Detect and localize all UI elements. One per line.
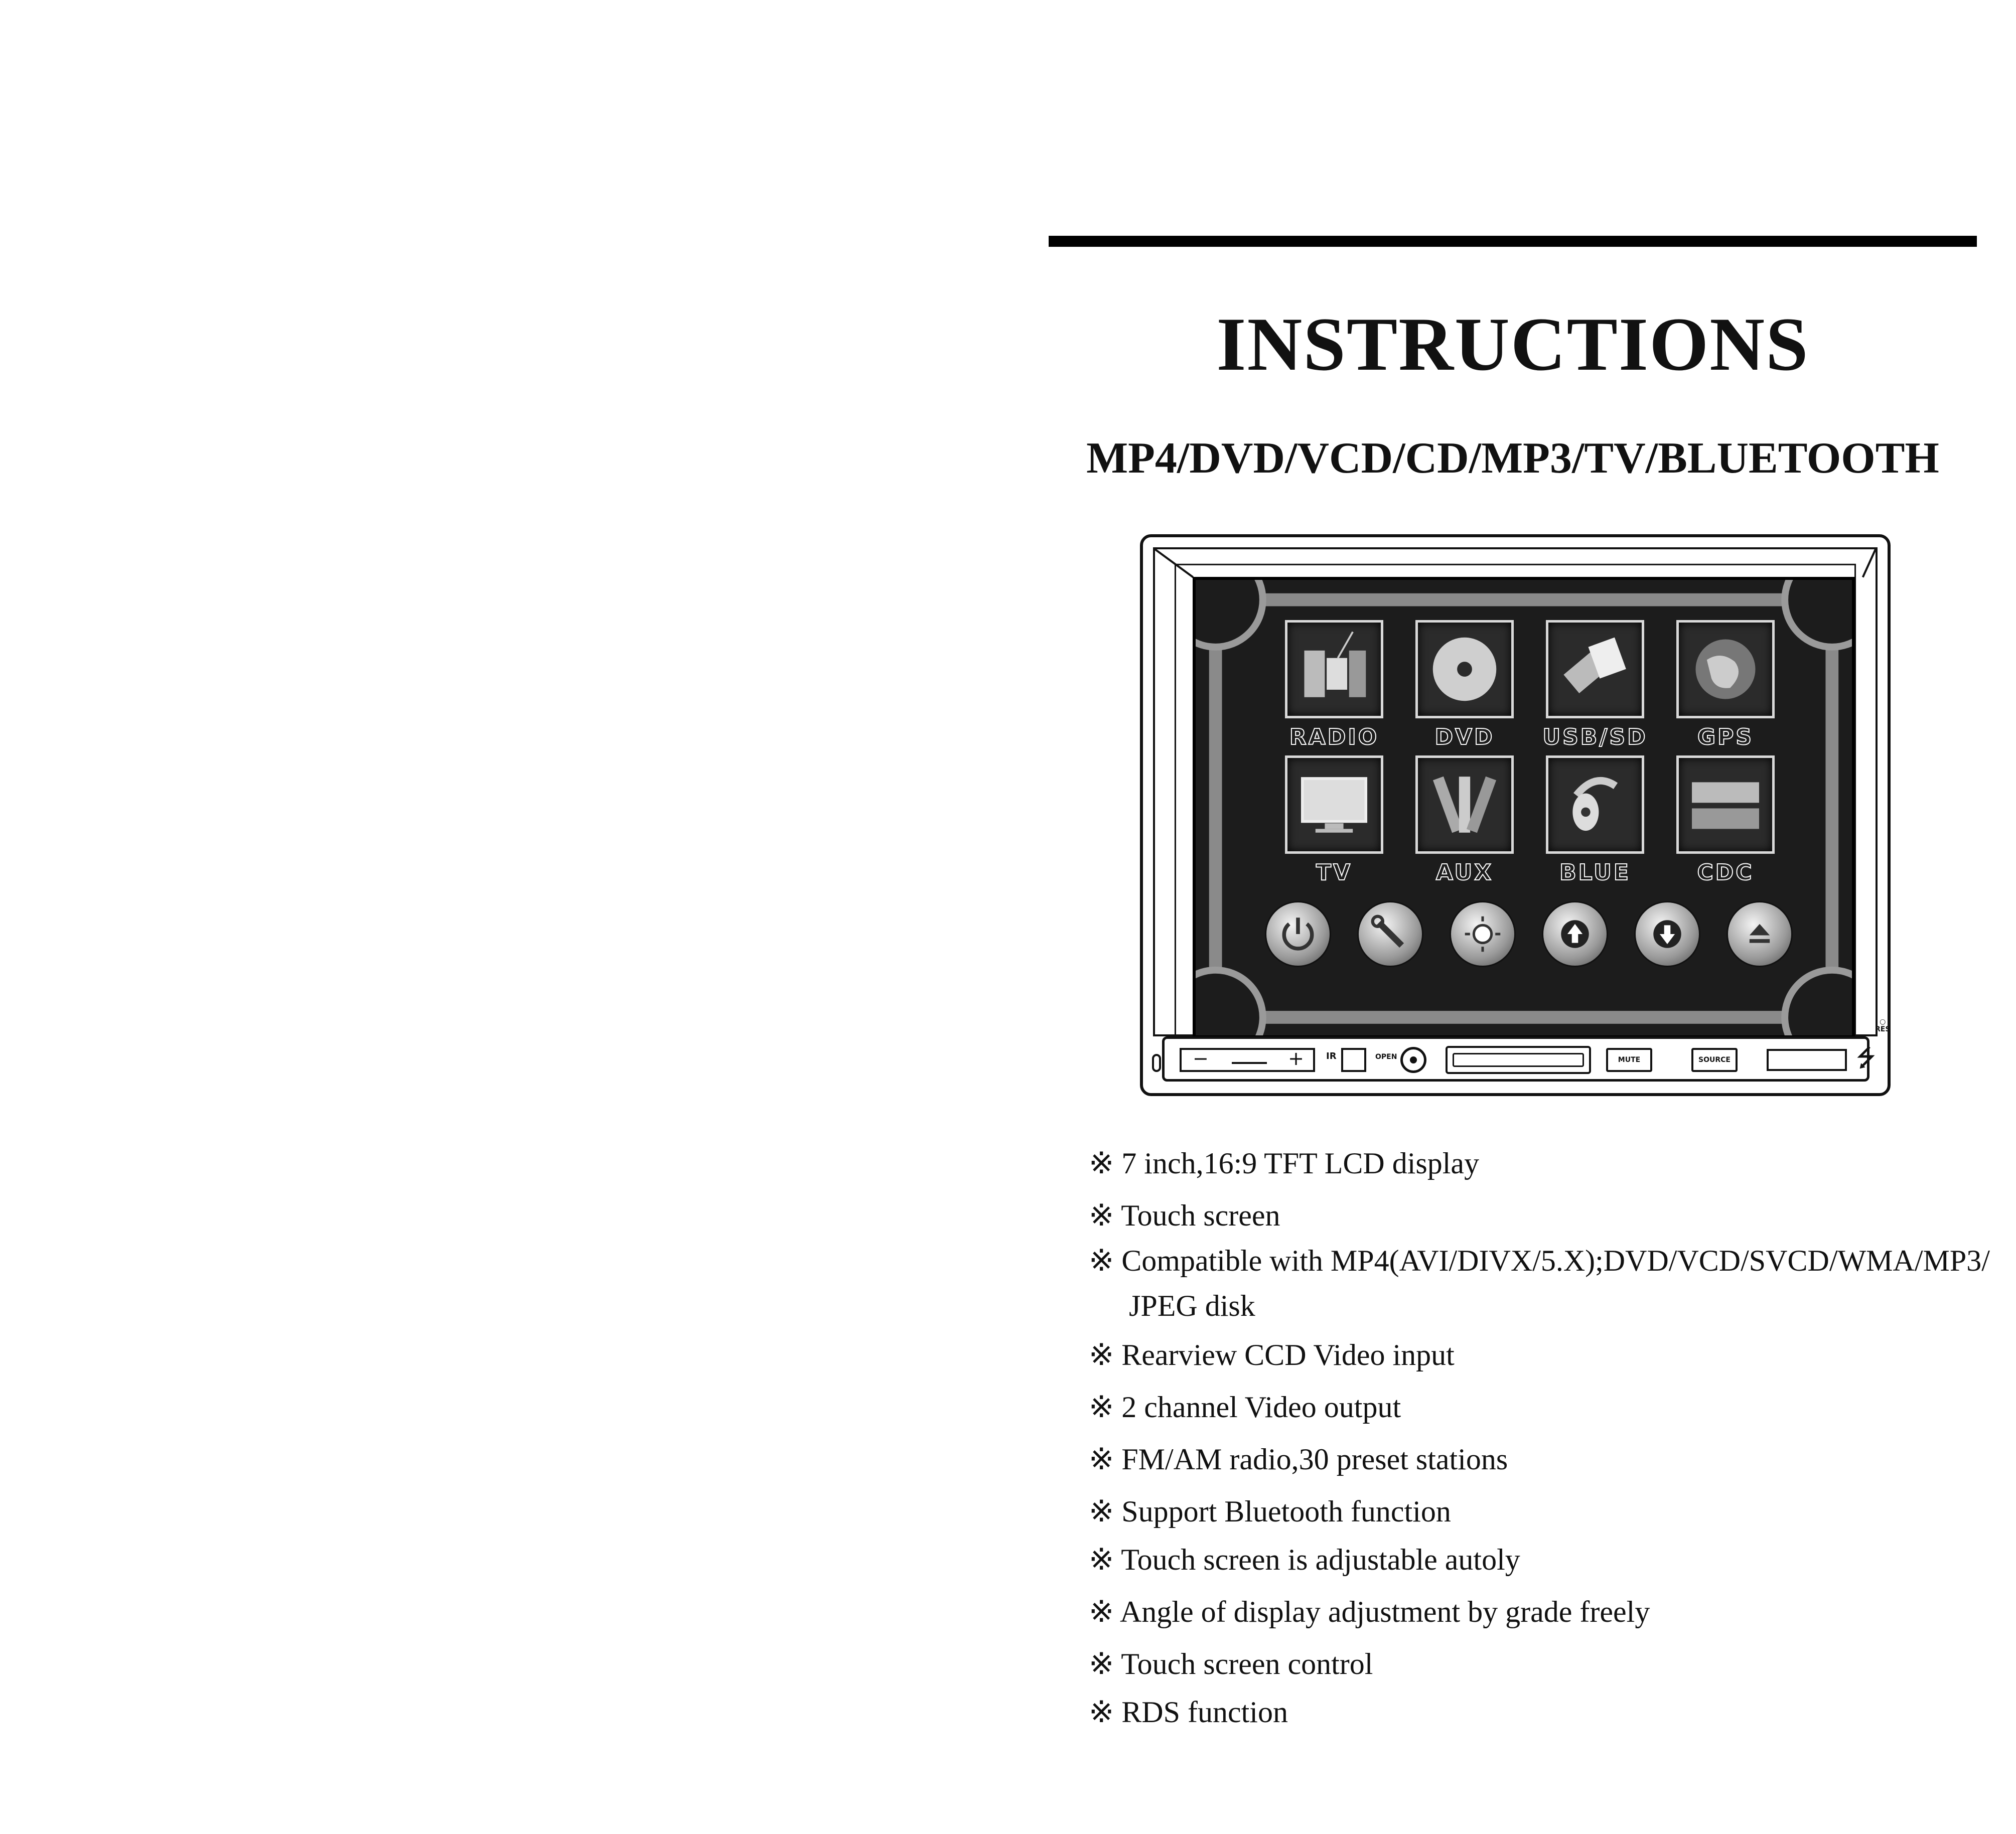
touch-screen [1193,577,1855,1038]
volume-bar [1232,1062,1267,1064]
usb-sd-icon [1548,623,1642,716]
menu-tile-cdc[interactable] [1676,755,1775,854]
down-button[interactable] [1634,901,1700,967]
feature-item: ※ Support Bluetooth function [1089,1495,1451,1528]
globe-icon [1679,623,1772,716]
volume-minus[interactable]: − [1193,1047,1209,1069]
menu-tile-aux[interactable] [1415,755,1514,854]
ir-label: IR [1326,1051,1337,1061]
menu-label-aux: AUX [1435,860,1494,885]
menu-tile-radio[interactable] [1285,620,1383,718]
menu-label-usb-sd: USB/SD [1542,724,1648,750]
top-rule [1049,236,1977,247]
menu-tile-tv[interactable] [1285,755,1383,854]
menu-label-radio: RADIO [1289,724,1379,750]
reset-button[interactable] [1875,1018,1890,1034]
feature-item: ※ Angle of display adjustment by grade freely [1089,1595,1650,1628]
menu-tile-dvd[interactable] [1415,620,1514,718]
tv-icon [1287,758,1381,851]
eject-icon [1728,902,1791,966]
menu-label-dvd: DVD [1434,724,1495,750]
menu-label-blue: BLUE [1559,860,1631,885]
cd-changer-icon [1679,758,1772,851]
volume-rocker[interactable] [1180,1048,1315,1072]
brightness-icon [1451,902,1514,966]
ir-sensor [1341,1048,1366,1072]
front-control-panel [1162,1036,1876,1082]
feature-item: ※ FM/AM radio,30 preset stations [1089,1443,1508,1476]
menu-tile-usb-sd[interactable] [1546,620,1644,718]
page-title: INSTRUCTIONS [1216,302,1809,386]
arrow-down-icon [1636,902,1699,966]
menu-label-tv: TV [1316,860,1353,885]
aux-cable-icon [1418,758,1511,851]
panel-display-window [1767,1049,1847,1071]
arrow-up-icon [1543,902,1607,966]
feature-item: ※ Touch screen control [1089,1647,1373,1680]
brightness-button[interactable] [1450,901,1516,967]
reset-dot-icon: ○ [1880,1018,1886,1026]
feature-item: ※ Compatible with MP4(AVI/DIVX/5.X);DVD/VCD/SVCD/WMA/MP3/ [1089,1244,1990,1277]
disc-slot [1446,1046,1591,1074]
feature-item: ※ 2 channel Video output [1089,1391,1401,1424]
feature-item-continued: JPEG disk [1129,1289,1255,1322]
disc-icon [1418,623,1511,716]
side-knob [1152,1054,1161,1072]
feature-item: ※ Rearview CCD Video input [1089,1338,1455,1371]
feature-item: ※ Touch screen is adjustable autoly [1089,1543,1520,1576]
menu-label-cdc: CDC [1697,860,1754,885]
res-label: RES [1875,1025,1891,1034]
menu-tile-gps[interactable] [1676,620,1775,718]
power-button[interactable] [1265,901,1331,967]
eject-button[interactable] [1726,901,1793,967]
mute-button[interactable]: MUTE [1606,1048,1652,1072]
up-button[interactable] [1542,901,1608,967]
wrench-icon [1359,902,1422,966]
feature-item: ※ Touch screen [1089,1199,1280,1232]
head-unit-bezel [1153,547,1891,1036]
feature-item: ※ 7 inch,16:9 TFT LCD display [1089,1147,1480,1180]
menu-tile-blue[interactable] [1546,755,1644,854]
open-button[interactable] [1400,1047,1426,1073]
page-subtitle: MP4/DVD/VCD/CD/MP3/TV/BLUETOOTH [1086,434,1939,483]
volume-plus[interactable]: + [1288,1047,1304,1069]
open-label: OPEN [1375,1053,1397,1061]
head-unit-illustration [1140,534,1891,1096]
settings-button[interactable] [1357,901,1423,967]
bluetooth-headset-icon [1548,758,1642,851]
radio-icon [1287,623,1381,716]
power-icon [1266,902,1330,966]
feature-item: ※ RDS function [1089,1696,1288,1729]
menu-label-gps: GPS [1697,724,1754,750]
source-button[interactable]: SOURCE [1691,1048,1738,1072]
usb-icon: ⭍ [1856,1044,1876,1072]
